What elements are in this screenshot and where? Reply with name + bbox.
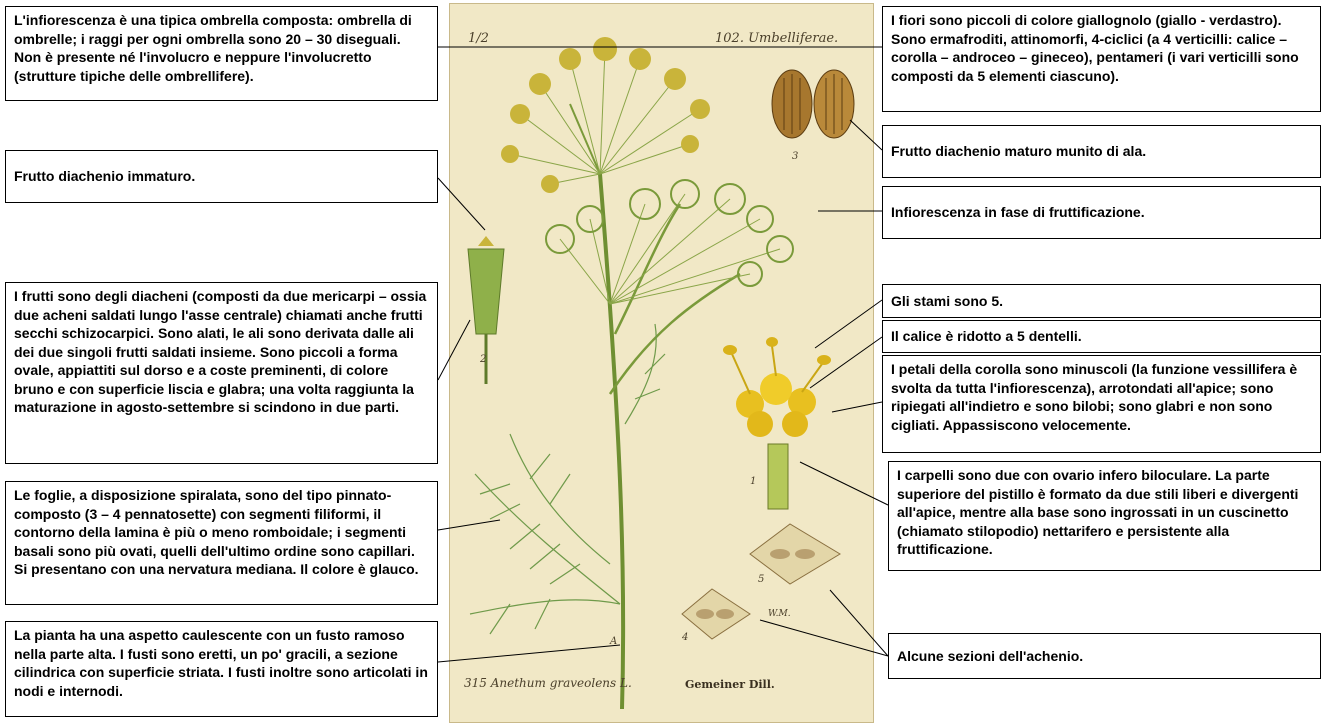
annotation-mature-fruit: Frutto diachenio maturo munito di ala. <box>882 125 1321 178</box>
annotation-umbel: L'infiorescenza è una tipica ombrella composta: ombrella di ombrelle; i raggi per ogni ombrella sono 20 – 30 diseguali. Non è presente né l'involucro e neppure l'involucretto (strutture tipiche delle ombrellifere). <box>5 6 438 101</box>
flower-figure <box>723 337 831 509</box>
achene-section-5 <box>750 524 840 585</box>
annotation-fruiting-umbel: Infiorescenza in fase di fruttificazione. <box>882 186 1321 239</box>
achene-section-4 <box>681 589 750 643</box>
mature-fruit-figure <box>772 70 854 162</box>
artist-signature: W.M. <box>768 609 791 619</box>
svg-text:2: 2 <box>480 354 487 365</box>
annotation-immature-fruit: Frutto diachenio immaturo. <box>5 150 438 203</box>
family-header: 102. Umbelliferae. <box>715 31 839 46</box>
annotation-carpels: I carpelli sono due con ovario infero biloculare. La parte superiore del pistillo è formato da due stili liberi e divergenti all'apice, mentre alla base sono ingrossati in un cuscinetto (chiamato stilopodio) nettarifero e persistente alla fruttificazione. <box>888 461 1321 571</box>
annotation-stem: La pianta ha una aspetto caulescente con un fusto ramoso nella parte alta. I fusti sono eretti, un po' gracili, a sezione cilindrica con superficie striata. I fusti inoltre sono articolati in nodi e internodi. <box>5 621 438 717</box>
svg-text:A: A <box>610 636 618 647</box>
annotation-sections: Alcune sezioni dell'achenio. <box>888 633 1321 679</box>
top-umbel-flowers <box>501 37 710 193</box>
dill-illustration <box>450 4 875 724</box>
svg-text:1: 1 <box>750 476 757 487</box>
svg-text:3: 3 <box>792 151 799 162</box>
annotation-fruits: I frutti sono degli diacheni (composti da due mericarpi – ossia due acheni saldati lungo l'asse centrale) chiamati anche frutti secchi schizocarpici. Sono alati, le ali sono derivata dalle ali dei due singoli frutti saldati insieme. Sono piccoli a forma ovale, appiattiti sul dorso e a coste preminenti, di colore bruno e con superficie liscia e glabra; una volta raggiunta la maturazione in agosto-settembre si scindono in due parti. <box>5 282 438 464</box>
svg-text:5: 5 <box>758 574 765 585</box>
immature-fruit-figure <box>468 236 504 384</box>
annotation-calyx: Il calice è ridotto a 5 dentelli. <box>882 320 1321 353</box>
common-name: Gemeiner Dill. <box>685 678 775 691</box>
annotation-stamens: Gli stami sono 5. <box>882 284 1321 318</box>
scientific-name: 315 Anethum graveolens L. <box>464 676 632 690</box>
botanical-plate <box>449 3 874 723</box>
annotation-flowers: I fiori sono piccoli di colore giallognolo (giallo - verdastro). Sono ermafroditi, attinomorfi, 4-ciclici (a 4 verticilli: calice – corolla – androceo – gineceo), pentameri (i vari verticilli sono composti da 5 elementi ciascuno). <box>882 6 1321 112</box>
annotation-leaves: Le foglie, a disposizione spiralata, sono del tipo pinnato-composto (3 – 4 pennatosette) con segmenti filiformi, il contorno della lamina è più o meno romboidale; i segmenti basali sono più ovati, quelli dell'ultimo ordine sono capillari. Si presentano con una nervatura mediana. Il colore è glauco. <box>5 481 438 605</box>
plate-number: 1/2 <box>468 31 489 46</box>
annotation-petals: I petali della corolla sono minuscoli (la funzione vessillifera è svolta da tutta l'infiorescenza), arrotondati all'apice; sono ripiegati all'indietro e sono bilobi; sono glabri e non sono cigliati. Appassiscono velocemente. <box>882 355 1321 453</box>
svg-text:4: 4 <box>682 632 689 643</box>
feathery-leaves <box>470 324 665 634</box>
fruiting-umbel <box>560 194 780 304</box>
